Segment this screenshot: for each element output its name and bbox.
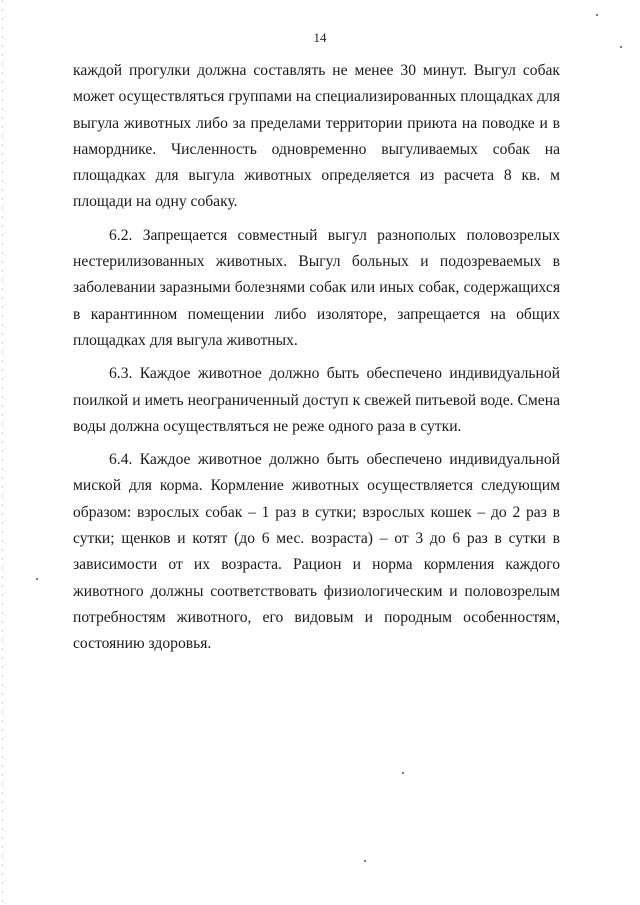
document-body xyxy=(73,58,560,658)
scan-speck xyxy=(36,578,38,580)
scan-speck xyxy=(620,46,622,48)
paragraph-6-2: 6.2. Запрещается совместный выгул разнополых половозрелых нестерилизованных животных. Выгул больных и подозреваемых в заболевании заразными болезнями собак или иных собак, содержащихся в карантинном помещении либо изоляторе, запрещается на общих площадках для выгула животных. xyxy=(73,226,560,349)
scan-speck xyxy=(596,14,598,16)
paragraph-6-3: 6.3. Каждое животное должно быть обеспечено индивидуальной поилкой и иметь неограниченный доступ к свежей питьевой воде. Смена воды должна осуществляться не реже одного раза в сутки. xyxy=(73,365,560,435)
paragraph-continuation: каждой прогулки должна составлять не менее 30 минут. Выгул собак может осуществляться группами на специализированных площадках для выгула животных либо за пределами территории приюта на поводке и в наморднике. Численность одновременно выгуливаемых собак на площадках для выгула животных определяется из расчета 8 кв. м площади на одну собаку. xyxy=(73,62,560,211)
scan-speck xyxy=(402,772,404,774)
scan-edge-artifact xyxy=(2,0,3,905)
paragraph-6-4: 6.4. Каждое животное должно быть обеспечено индивидуальной миской для корма. Кормление животных осуществляется следующим образом: взрослых собак – 1 раз в сутки; взрослых кошек – до 2 раз в сутки; щенков и котят (до 6 мес. возраста) – от 3 до 6 раз в сутки в зависимости от их возраста. Рацион и норма кормления каждого животного должны соответствовать физиологическим и половозрелым потребностям животного, его видовым и породным особенностям, состоянию здоровья. xyxy=(73,451,560,653)
scan-speck xyxy=(364,860,366,862)
page-number: 14 xyxy=(313,30,327,45)
